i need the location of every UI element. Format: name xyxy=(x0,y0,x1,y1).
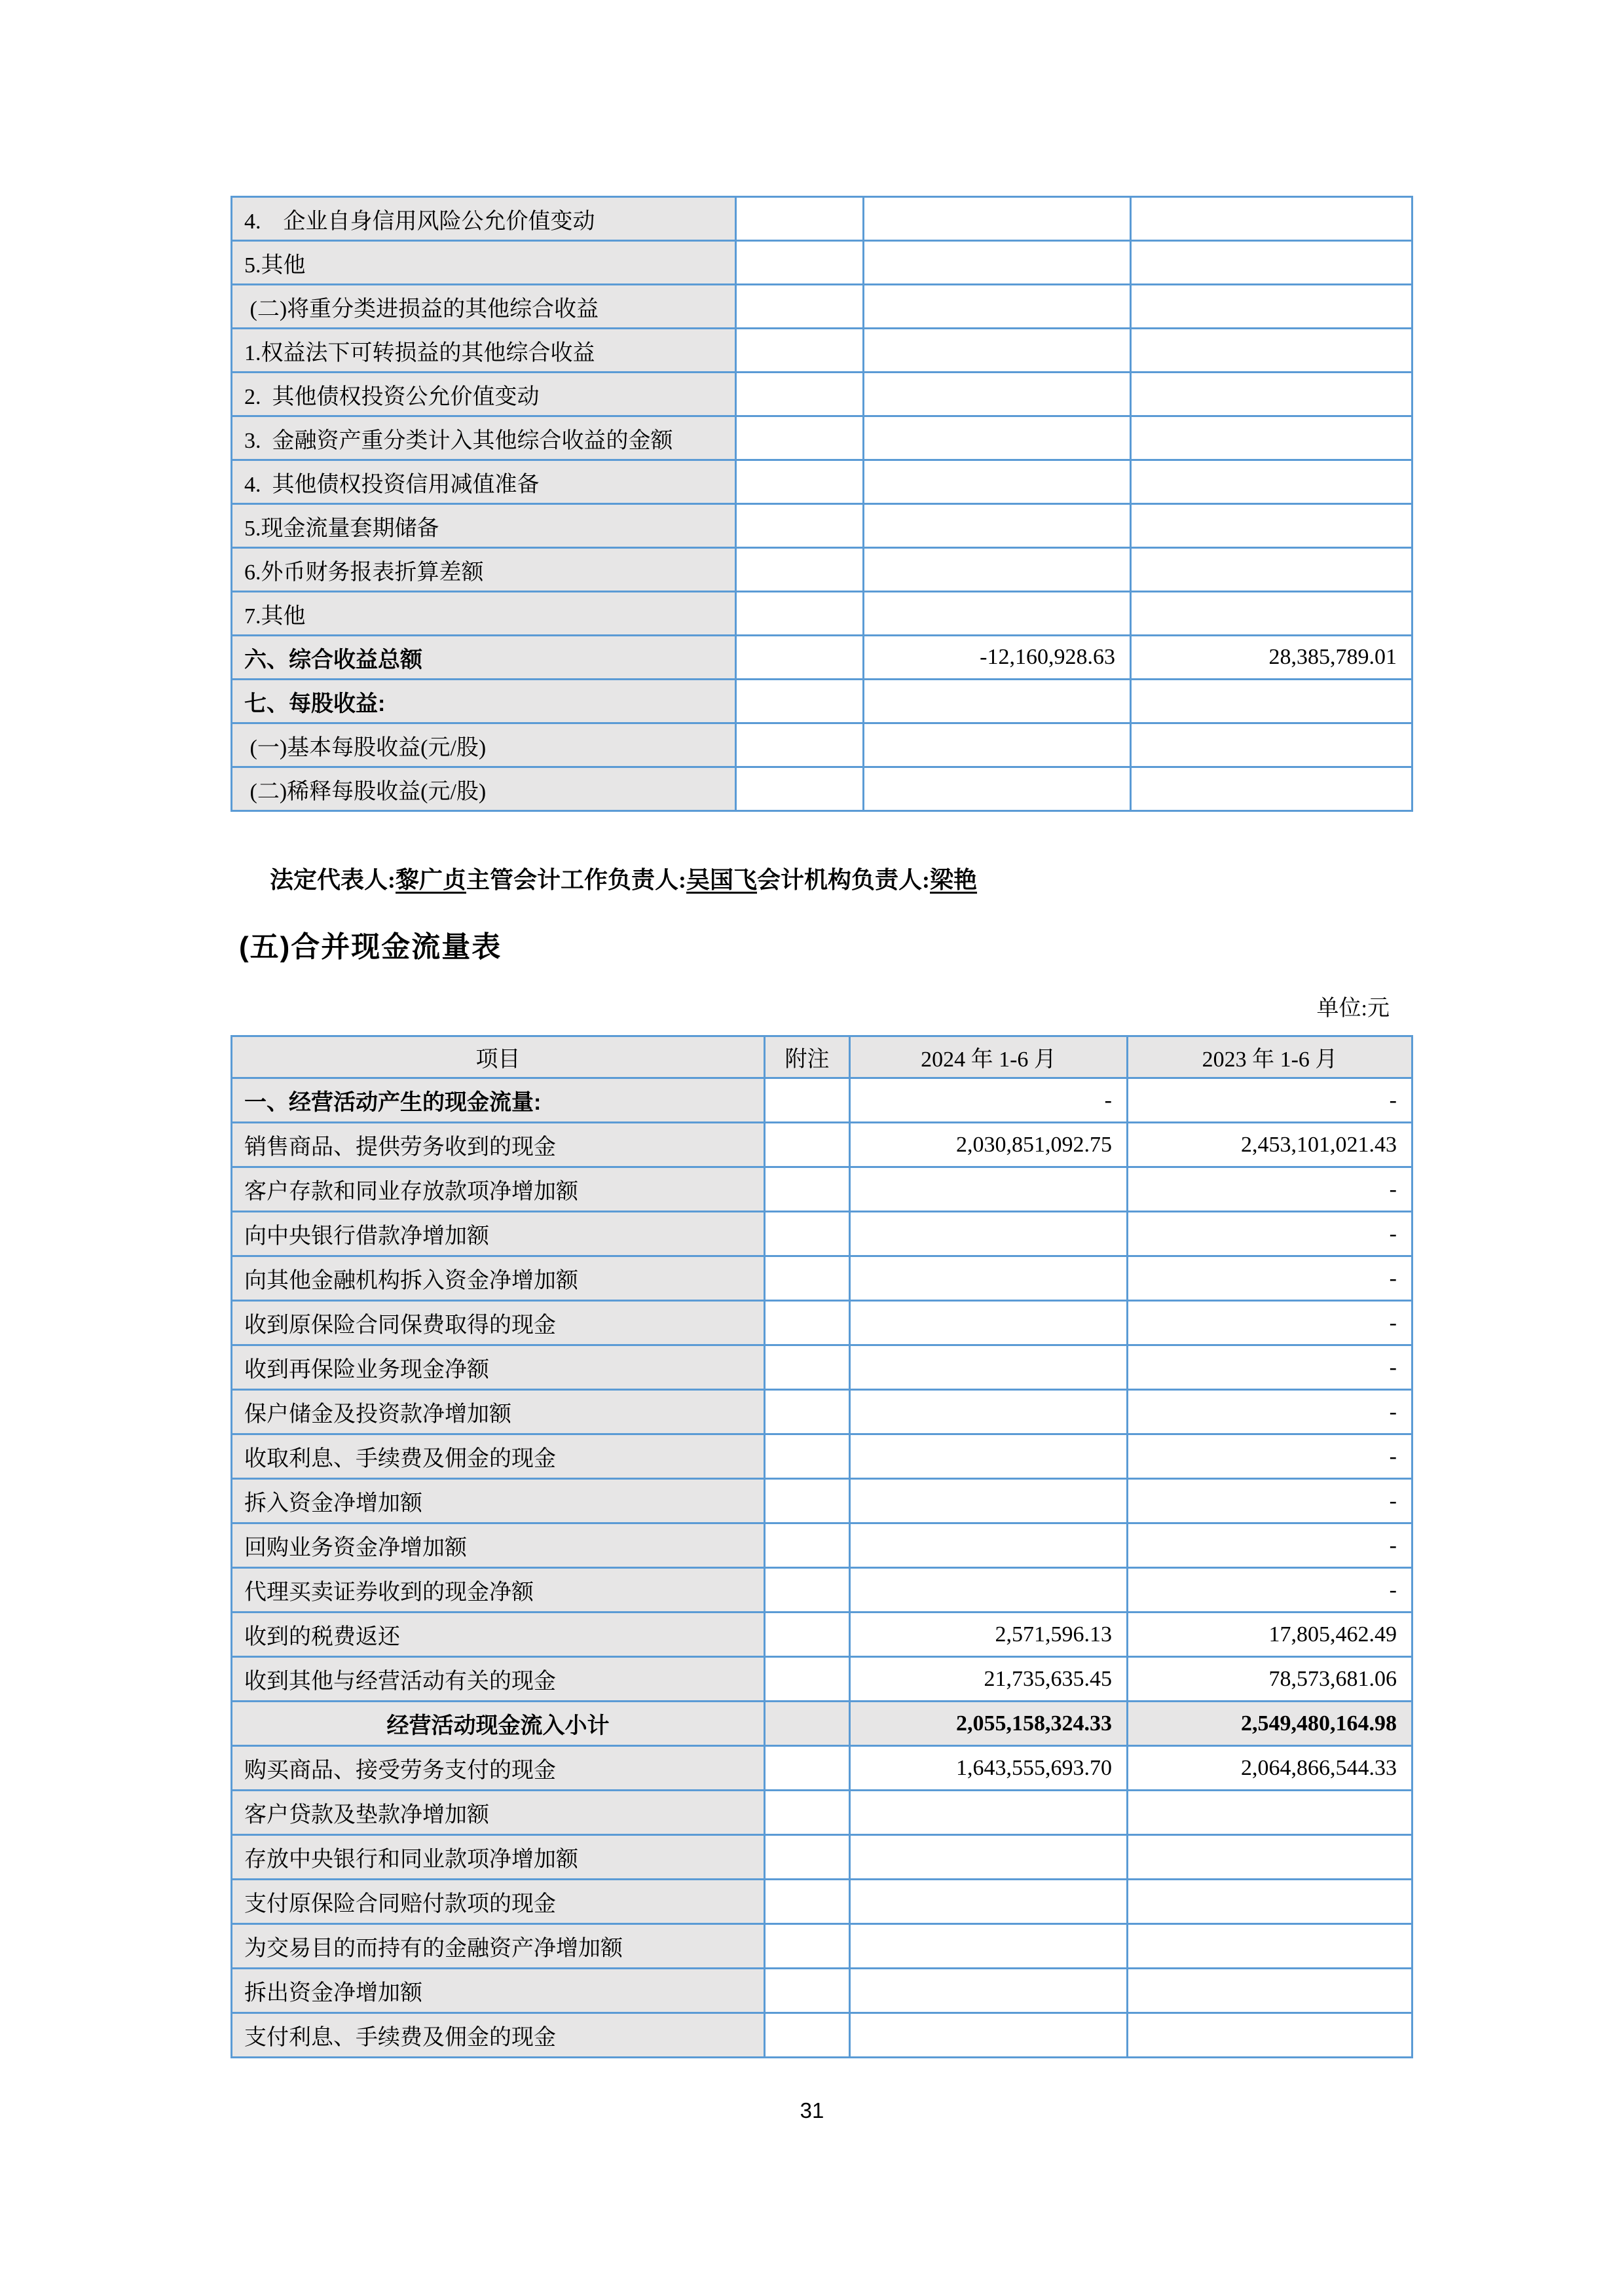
item-cell: 支付利息、手续费及佣金的现金 xyxy=(232,2013,765,2058)
note-cell xyxy=(765,1078,850,1123)
chief-accountant-name: 吴国飞 xyxy=(686,867,758,893)
value-2023-cell: 17,805,462.49 xyxy=(1128,1613,1412,1657)
value-2023-cell xyxy=(1128,1880,1412,1924)
table-row xyxy=(232,680,1412,723)
note-cell xyxy=(736,460,864,504)
table-row xyxy=(232,1390,1412,1434)
value-2023-cell: - xyxy=(1128,1301,1412,1345)
item-cell: 六、综合收益总额 xyxy=(232,636,736,680)
value-2024-cell: -12,160,928.63 xyxy=(864,636,1131,680)
table-row xyxy=(232,1345,1412,1390)
note-cell xyxy=(765,2013,850,2058)
table-row xyxy=(232,1613,1412,1657)
legal-representative-name: 黎广贞 xyxy=(396,867,467,893)
value-2023-cell: - xyxy=(1128,1479,1412,1523)
item-cell: 拆入资金净增加额 xyxy=(232,1479,765,1523)
item-cell: 收到的税费返还 xyxy=(232,1613,765,1657)
value-2024-cell xyxy=(850,1167,1128,1212)
value-2024-cell xyxy=(864,767,1131,811)
note-cell xyxy=(765,1613,850,1657)
note-cell xyxy=(736,723,864,767)
table-row xyxy=(232,373,1412,416)
table-row xyxy=(232,460,1412,504)
table-row xyxy=(232,592,1412,636)
table-row xyxy=(232,1791,1412,1835)
value-2024-cell: 21,735,635.45 xyxy=(850,1657,1128,1702)
note-cell xyxy=(736,197,864,241)
value-2024-cell xyxy=(850,1345,1128,1390)
value-2023-cell: - xyxy=(1128,1523,1412,1568)
value-2023-cell xyxy=(1128,2013,1412,2058)
note-cell xyxy=(736,592,864,636)
value-2023-cell xyxy=(1131,723,1412,767)
value-2024-cell xyxy=(864,460,1131,504)
item-cell: (二)将重分类进损益的其他综合收益 xyxy=(232,285,736,329)
table-row xyxy=(232,1123,1412,1167)
table-row xyxy=(232,1523,1412,1568)
note-cell xyxy=(736,504,864,548)
income-table-body xyxy=(232,197,1412,811)
table-row xyxy=(232,1479,1412,1523)
table-row xyxy=(232,723,1412,767)
value-2024-cell xyxy=(864,373,1131,416)
value-2023-cell: - xyxy=(1128,1256,1412,1301)
table-row xyxy=(232,1167,1412,1212)
value-2023-cell: 78,573,681.06 xyxy=(1128,1657,1412,1702)
item-cell: 收到其他与经营活动有关的现金 xyxy=(232,1657,765,1702)
item-cell: 3. 金融资产重分类计入其他综合收益的金额 xyxy=(232,416,736,460)
value-2023-cell xyxy=(1131,241,1412,285)
value-2024-cell xyxy=(850,2013,1128,2058)
item-cell: 销售商品、提供劳务收到的现金 xyxy=(232,1123,765,1167)
note-cell xyxy=(765,1212,850,1256)
value-2024-cell xyxy=(850,1479,1128,1523)
value-2023-cell: 28,385,789.01 xyxy=(1131,636,1412,680)
note-cell xyxy=(765,1523,850,1568)
value-2023-cell xyxy=(1131,329,1412,373)
value-2024-cell: 1,643,555,693.70 xyxy=(850,1746,1128,1791)
table-row xyxy=(232,1212,1412,1256)
note-cell xyxy=(765,1301,850,1345)
value-2024-cell: 2,030,851,092.75 xyxy=(850,1123,1128,1167)
value-2023-cell: 2,064,866,544.33 xyxy=(1128,1746,1412,1791)
value-2024-cell xyxy=(850,1212,1128,1256)
note-cell xyxy=(765,1924,850,1969)
item-cell: 经营活动现金流入小计 xyxy=(232,1702,765,1746)
value-2023-cell xyxy=(1131,504,1412,548)
item-cell: 5.现金流量套期储备 xyxy=(232,504,736,548)
table-row xyxy=(232,416,1412,460)
value-2023-cell xyxy=(1131,767,1412,811)
value-2024-cell xyxy=(864,329,1131,373)
note-cell xyxy=(765,1657,850,1702)
table-row xyxy=(232,329,1412,373)
item-cell: 保户储金及投资款净增加额 xyxy=(232,1390,765,1434)
note-cell xyxy=(736,329,864,373)
item-cell: 2. 其他债权投资公允价值变动 xyxy=(232,373,736,416)
item-cell: 6.外币财务报表折算差额 xyxy=(232,548,736,592)
cash-flow-table xyxy=(231,1035,1413,2058)
value-2023-cell: - xyxy=(1128,1568,1412,1613)
item-cell: 向其他金融机构拆入资金净增加额 xyxy=(232,1256,765,1301)
value-2023-cell: 2,453,101,021.43 xyxy=(1128,1123,1412,1167)
table-row xyxy=(232,1568,1412,1613)
item-cell: 一、经营活动产生的现金流量: xyxy=(232,1078,765,1123)
table-row xyxy=(232,241,1412,285)
value-2024-cell xyxy=(864,592,1131,636)
note-cell xyxy=(736,241,864,285)
item-cell: 4. 企业自身信用风险公允价值变动 xyxy=(232,197,736,241)
note-cell xyxy=(765,1123,850,1167)
item-cell: 5.其他 xyxy=(232,241,736,285)
header-note: 附注 xyxy=(765,1036,850,1078)
value-2024-cell xyxy=(864,723,1131,767)
section-title: (五)合并现金流量表 xyxy=(239,931,502,963)
table-row xyxy=(232,504,1412,548)
note-cell xyxy=(765,1880,850,1924)
note-cell xyxy=(765,1702,850,1746)
value-2023-cell xyxy=(1128,1791,1412,1835)
table-row xyxy=(232,1078,1412,1123)
value-2024-cell xyxy=(850,1390,1128,1434)
value-2024-cell xyxy=(850,1969,1128,2013)
value-2024-cell xyxy=(864,680,1131,723)
table-row xyxy=(232,1434,1412,1479)
note-cell xyxy=(765,1434,850,1479)
value-2023-cell xyxy=(1131,460,1412,504)
table-row xyxy=(232,767,1412,811)
item-cell: 7.其他 xyxy=(232,592,736,636)
note-cell xyxy=(736,373,864,416)
note-cell xyxy=(765,1167,850,1212)
value-2023-cell: - xyxy=(1128,1078,1412,1123)
value-2024-cell: 2,055,158,324.33 xyxy=(850,1702,1128,1746)
item-cell: 收到原保险合同保费取得的现金 xyxy=(232,1301,765,1345)
value-2024-cell xyxy=(850,1523,1128,1568)
note-cell xyxy=(736,636,864,680)
table-row xyxy=(232,548,1412,592)
value-2023-cell xyxy=(1131,592,1412,636)
cash-flow-header-row xyxy=(232,1036,1412,1078)
value-2024-cell xyxy=(850,1791,1128,1835)
table-row xyxy=(232,197,1412,241)
note-cell xyxy=(765,1969,850,2013)
note-cell xyxy=(736,548,864,592)
note-cell xyxy=(765,1345,850,1390)
item-cell: (二)稀释每股收益(元/股) xyxy=(232,767,736,811)
signature-line xyxy=(270,862,977,895)
value-2023-cell: - xyxy=(1128,1434,1412,1479)
legal-representative-label: 法定代表人: xyxy=(270,867,396,893)
table-row xyxy=(232,285,1412,329)
note-cell xyxy=(765,1479,850,1523)
value-2023-cell xyxy=(1131,285,1412,329)
table-row xyxy=(232,1880,1412,1924)
value-2024-cell: - xyxy=(850,1078,1128,1123)
value-2023-cell xyxy=(1131,680,1412,723)
item-cell: 客户贷款及垫款净增加额 xyxy=(232,1791,765,1835)
value-2024-cell xyxy=(864,197,1131,241)
item-cell: 1.权益法下可转损益的其他综合收益 xyxy=(232,329,736,373)
value-2023-cell xyxy=(1131,373,1412,416)
note-cell xyxy=(736,285,864,329)
item-cell: 收取利息、手续费及佣金的现金 xyxy=(232,1434,765,1479)
item-cell: 客户存款和同业存放款项净增加额 xyxy=(232,1167,765,1212)
note-cell xyxy=(736,680,864,723)
page-number: 31 xyxy=(800,2098,824,2123)
table-row xyxy=(232,1969,1412,2013)
table-row xyxy=(232,1301,1412,1345)
item-cell: 回购业务资金净增加额 xyxy=(232,1523,765,1568)
item-cell: 向中央银行借款净增加额 xyxy=(232,1212,765,1256)
item-cell: 购买商品、接受劳务支付的现金 xyxy=(232,1746,765,1791)
note-cell xyxy=(765,1390,850,1434)
table-row xyxy=(232,1746,1412,1791)
item-cell: 拆出资金净增加额 xyxy=(232,1969,765,2013)
value-2024-cell xyxy=(850,1301,1128,1345)
header-item: 项目 xyxy=(232,1036,765,1078)
note-cell xyxy=(765,1791,850,1835)
item-cell: 支付原保险合同赔付款项的现金 xyxy=(232,1880,765,1924)
income-statement-continuation-table xyxy=(231,196,1413,812)
item-cell: 为交易目的而持有的金融资产净增加额 xyxy=(232,1924,765,1969)
note-cell xyxy=(765,1568,850,1613)
accounting-head-name: 梁艳 xyxy=(930,867,978,893)
value-2024-cell xyxy=(850,1434,1128,1479)
cash-flow-table-body xyxy=(232,1036,1412,2058)
chief-accountant-label: 主管会计工作负责人: xyxy=(466,867,687,893)
note-cell xyxy=(765,1256,850,1301)
item-cell: (一)基本每股收益(元/股) xyxy=(232,723,736,767)
item-cell: 存放中央银行和同业款项净增加额 xyxy=(232,1835,765,1880)
note-cell xyxy=(736,767,864,811)
table-row xyxy=(232,1657,1412,1702)
accounting-head-label: 会计机构负责人: xyxy=(757,867,931,893)
table-row xyxy=(232,1702,1412,1746)
unit-label: 单位:元 xyxy=(1316,996,1390,1021)
note-cell xyxy=(765,1746,850,1791)
value-2024-cell xyxy=(850,1924,1128,1969)
value-2023-cell xyxy=(1128,1969,1412,2013)
value-2024-cell xyxy=(850,1835,1128,1880)
value-2023-cell: - xyxy=(1128,1212,1412,1256)
value-2024-cell xyxy=(864,416,1131,460)
note-cell xyxy=(765,1835,850,1880)
value-2024-cell xyxy=(864,548,1131,592)
value-2023-cell xyxy=(1128,1835,1412,1880)
value-2024-cell xyxy=(864,241,1131,285)
item-cell: 代理买卖证券收到的现金净额 xyxy=(232,1568,765,1613)
value-2024-cell xyxy=(864,504,1131,548)
value-2023-cell: - xyxy=(1128,1390,1412,1434)
header-2024-period: 2024 年 1-6 月 xyxy=(850,1036,1128,1078)
table-row xyxy=(232,636,1412,680)
value-2023-cell: 2,549,480,164.98 xyxy=(1128,1702,1412,1746)
value-2023-cell: - xyxy=(1128,1167,1412,1212)
table-row xyxy=(232,1256,1412,1301)
value-2024-cell xyxy=(864,285,1131,329)
table-row xyxy=(232,1835,1412,1880)
value-2023-cell: - xyxy=(1128,1345,1412,1390)
note-cell xyxy=(736,416,864,460)
value-2023-cell xyxy=(1128,1924,1412,1969)
value-2024-cell xyxy=(850,1256,1128,1301)
header-2023-period: 2023 年 1-6 月 xyxy=(1128,1036,1412,1078)
value-2023-cell xyxy=(1131,548,1412,592)
value-2024-cell xyxy=(850,1568,1128,1613)
table-row xyxy=(232,2013,1412,2058)
value-2024-cell: 2,571,596.13 xyxy=(850,1613,1128,1657)
value-2024-cell xyxy=(850,1880,1128,1924)
value-2023-cell xyxy=(1131,416,1412,460)
item-cell: 收到再保险业务现金净额 xyxy=(232,1345,765,1390)
value-2023-cell xyxy=(1131,197,1412,241)
item-cell: 七、每股收益: xyxy=(232,680,736,723)
table-row xyxy=(232,1924,1412,1969)
item-cell: 4. 其他债权投资信用减值准备 xyxy=(232,460,736,504)
